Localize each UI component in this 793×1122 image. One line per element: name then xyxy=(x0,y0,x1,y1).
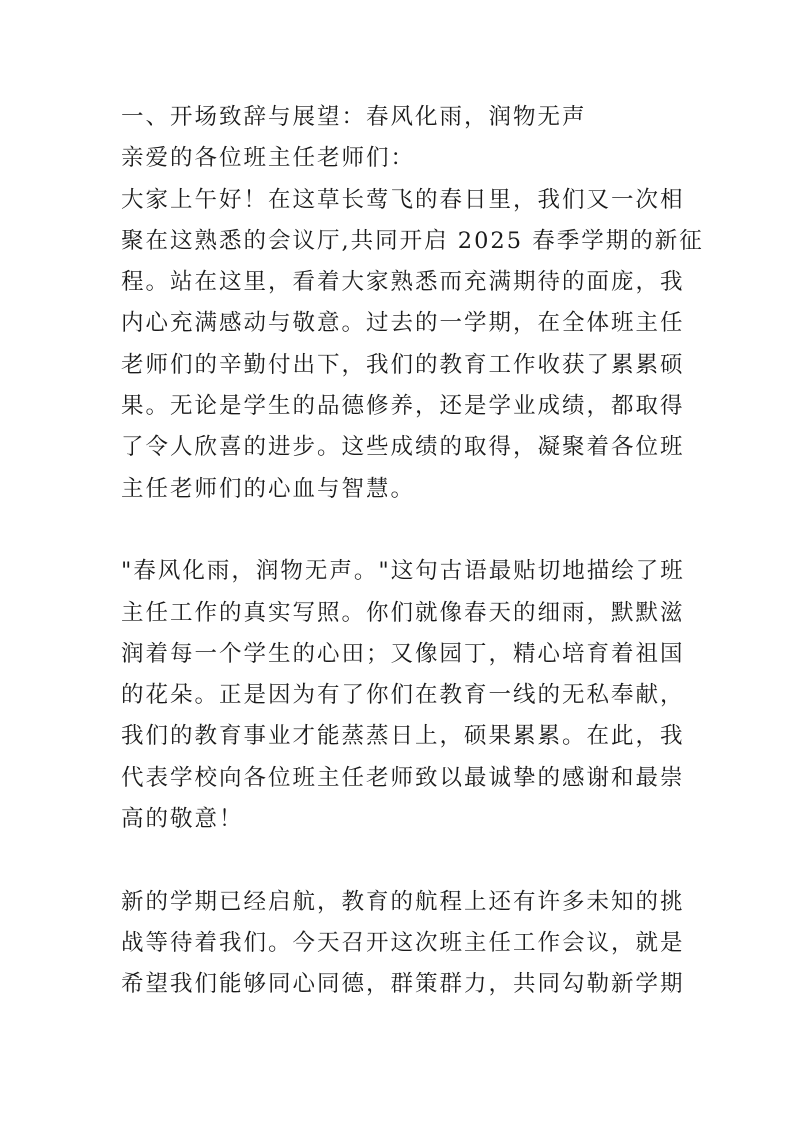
text-line: 代表学校向各位班主任老师致以最诚挚的感谢和最崇 xyxy=(121,764,685,791)
paragraph-spacer xyxy=(121,510,701,551)
salutation: 亲爱的各位班主任老师们： xyxy=(121,145,416,172)
text-line: 老师们的辛勤付出下，我们的教育工作收获了累累硕 xyxy=(121,351,685,378)
text-line: 果。无论是学生的品德修养，还是学业成绩，都取得 xyxy=(121,393,685,420)
text-line: 了令人欣喜的进步。这些成绩的取得，凝聚着各位班 xyxy=(121,434,685,461)
text-line: 高的敬意！ xyxy=(121,806,244,833)
text-line: 润着每一个学生的心田；又像园丁，精心培育着祖国 xyxy=(121,640,685,667)
text-line: 希望我们能够同心同德，群策群力，共同勾勒新学期 xyxy=(121,971,685,998)
text-line: 主任老师们的心血与智慧。 xyxy=(121,475,416,502)
text-line: 的花朵。正是因为有了你们在教育一线的无私奉献， xyxy=(121,682,685,709)
document-body xyxy=(121,97,704,1006)
text-line: 聚在这熟悉的会议厅,共同开启 2025 春季学期的新征 xyxy=(121,227,704,254)
text-line: 战等待着我们。今天召开这次班主任工作会议，就是 xyxy=(121,929,685,956)
section-heading: 一、开场致辞与展望：春风化雨，润物无声 xyxy=(121,104,587,130)
paragraph-1 xyxy=(121,180,704,510)
text-line: 新的学期已经启航，教育的航程上还有许多未知的挑 xyxy=(121,888,685,915)
paragraph-3 xyxy=(121,882,701,1006)
paragraph-spacer xyxy=(121,840,701,881)
text-line: 程。站在这里，看着大家熟悉而充满期待的面庞，我 xyxy=(121,269,685,296)
text-line: 主任工作的真实写照。你们就像春天的细雨，默默滋 xyxy=(121,599,685,626)
text-line: 内心充满感动与敬意。过去的一学期，在全体班主任 xyxy=(121,310,685,337)
text-line: 我们的教育事业才能蒸蒸日上，硕果累累。在此，我 xyxy=(121,723,685,750)
paragraph-2 xyxy=(121,551,701,840)
text-line: 大家上午好！在这草长莺飞的春日里，我们又一次相 xyxy=(121,186,685,213)
text-line: "春风化雨，润物无声。"这句古语最贴切地描绘了班 xyxy=(121,558,685,585)
